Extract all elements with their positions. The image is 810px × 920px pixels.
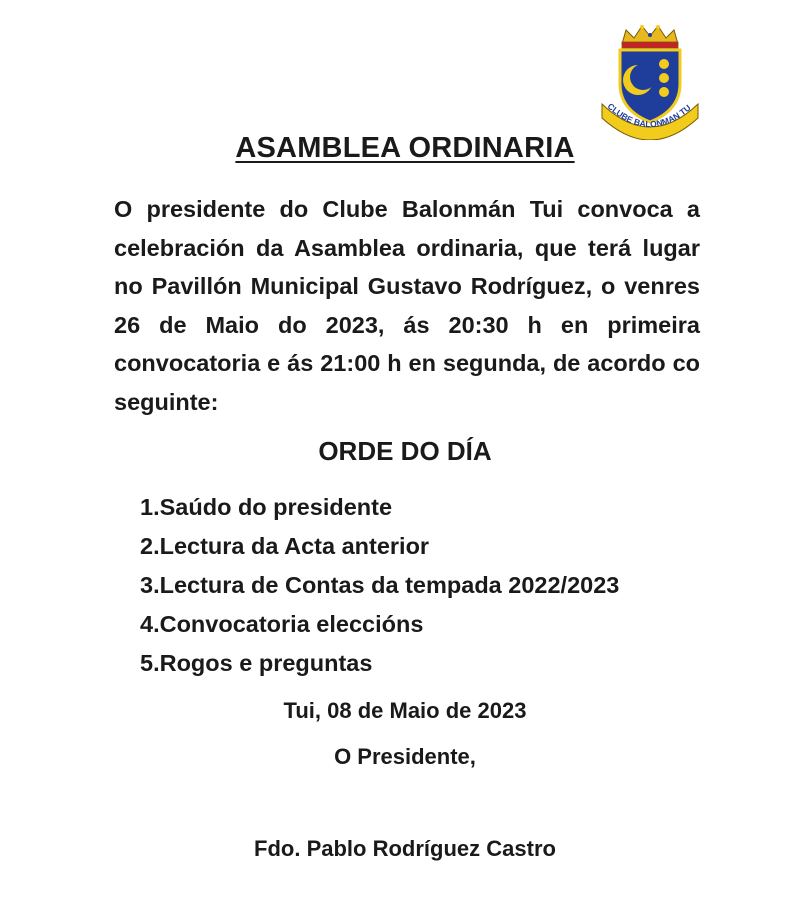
agenda-list (140, 488, 619, 683)
agenda-item-number: 4. (140, 611, 160, 637)
agenda-item (140, 527, 619, 566)
agenda-item-text: Lectura de Contas da tempada 2022/2023 (159, 572, 620, 598)
agenda-item-text: Convocatoria eleccións (159, 611, 424, 637)
agenda-heading: ORDE DO DÍA (318, 436, 492, 466)
agenda-item (140, 644, 619, 683)
agenda-item-text: Rogos e preguntas (159, 650, 373, 676)
agenda-item-number: 1. (140, 494, 160, 520)
signatory-role: O Presidente, (334, 744, 476, 769)
svg-text:CLUBE BALONMAN TUI: CLUBE BALONMAN TU (605, 101, 693, 130)
crown-icon (622, 25, 678, 48)
agenda-item (140, 605, 619, 644)
document-title: ASAMBLEA ORDINARIA (235, 132, 575, 164)
agenda-item-number: 3. (140, 572, 160, 598)
agenda-item (140, 566, 619, 605)
crest-icon (598, 22, 702, 140)
agenda-item-text: Lectura da Acta anterior (159, 533, 430, 559)
agenda-item-number: 5. (140, 650, 160, 676)
agenda-item (140, 488, 619, 527)
place-date: Tui, 08 de Maio de 2023 (283, 698, 527, 723)
agenda-item-text: Saúdo do presidente (159, 494, 393, 520)
agenda-item-number: 2. (140, 533, 160, 559)
intro-paragraph: O presidente do Clube Balonmán Tui convoca a celebración da Asamblea ordinaria, que terá lugar no Pavillón Municipal Gustavo Rodríguez, o venres 26 de Maio do 2023, ás 20:30 h en primeira convocatoria e ás 21:00 h en segunda, de acordo co seguinte: (114, 196, 700, 415)
signature-line: Fdo. Pablo Rodríguez Castro (254, 836, 556, 861)
club-crest-logo (598, 22, 702, 140)
